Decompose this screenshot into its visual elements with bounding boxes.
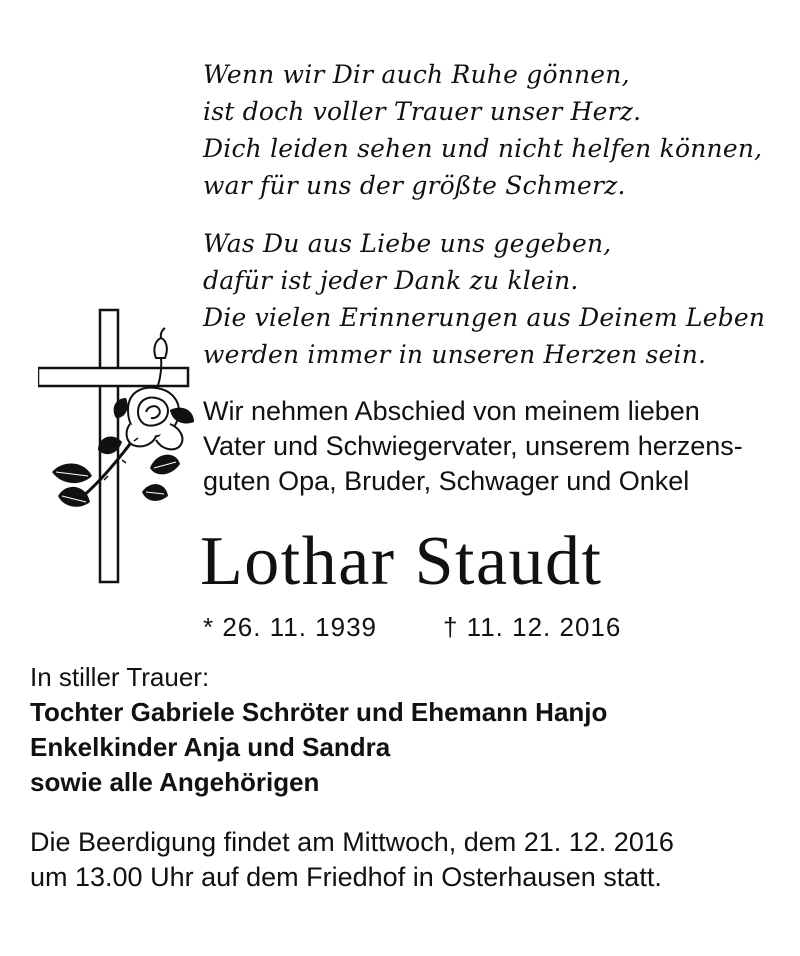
cross-with-rose-icon: [38, 300, 203, 590]
poem-line: werden immer in unseren Herzen sein.: [203, 340, 707, 369]
farewell-line: guten Opa, Bruder, Schwager und Onkel: [203, 466, 690, 496]
farewell-line: Wir nehmen Abschied von meinem lieben: [203, 396, 700, 426]
poem-stanza-first: [203, 56, 762, 204]
funeral-line: Die Beerdigung findet am Mittwoch, dem 21. 12. 2016: [30, 827, 674, 857]
death-date: † 11. 12. 2016: [443, 612, 622, 642]
farewell-line: Vater und Schwiegervater, unserem herzens-: [203, 431, 743, 461]
farewell-text: [203, 394, 743, 499]
birth-date: * 26. 11. 1939: [203, 612, 377, 642]
mourner-line: sowie alle Angehörigen: [30, 767, 320, 797]
mourner-line: Enkelkinder Anja und Sandra: [30, 732, 391, 762]
poem-stanza-second: [203, 225, 765, 373]
mourners-block: [30, 660, 607, 800]
funeral-info: [30, 825, 674, 895]
poem-line: Dich leiden sehen und nicht helfen können,: [203, 134, 763, 163]
poem-line: ist doch voller Trauer unser Herz.: [203, 97, 642, 126]
funeral-line: um 13.00 Uhr auf dem Friedhof in Osterhausen statt.: [30, 862, 662, 892]
mourner-line: Tochter Gabriele Schröter und Ehemann Hanjo: [30, 697, 608, 727]
mourners-intro: In stiller Trauer:: [30, 662, 210, 692]
deceased-name: Lothar Staudt: [200, 523, 603, 600]
poem-line: Was Du aus Liebe uns gegeben,: [203, 229, 612, 258]
poem-line: war für uns der größte Schmerz.: [203, 171, 626, 200]
poem-line: Wenn wir Dir auch Ruhe gönnen,: [203, 60, 630, 89]
poem-line: Die vielen Erinnerungen aus Deinem Leben: [203, 303, 766, 332]
poem-line: dafür ist jeder Dank zu klein.: [203, 266, 579, 295]
